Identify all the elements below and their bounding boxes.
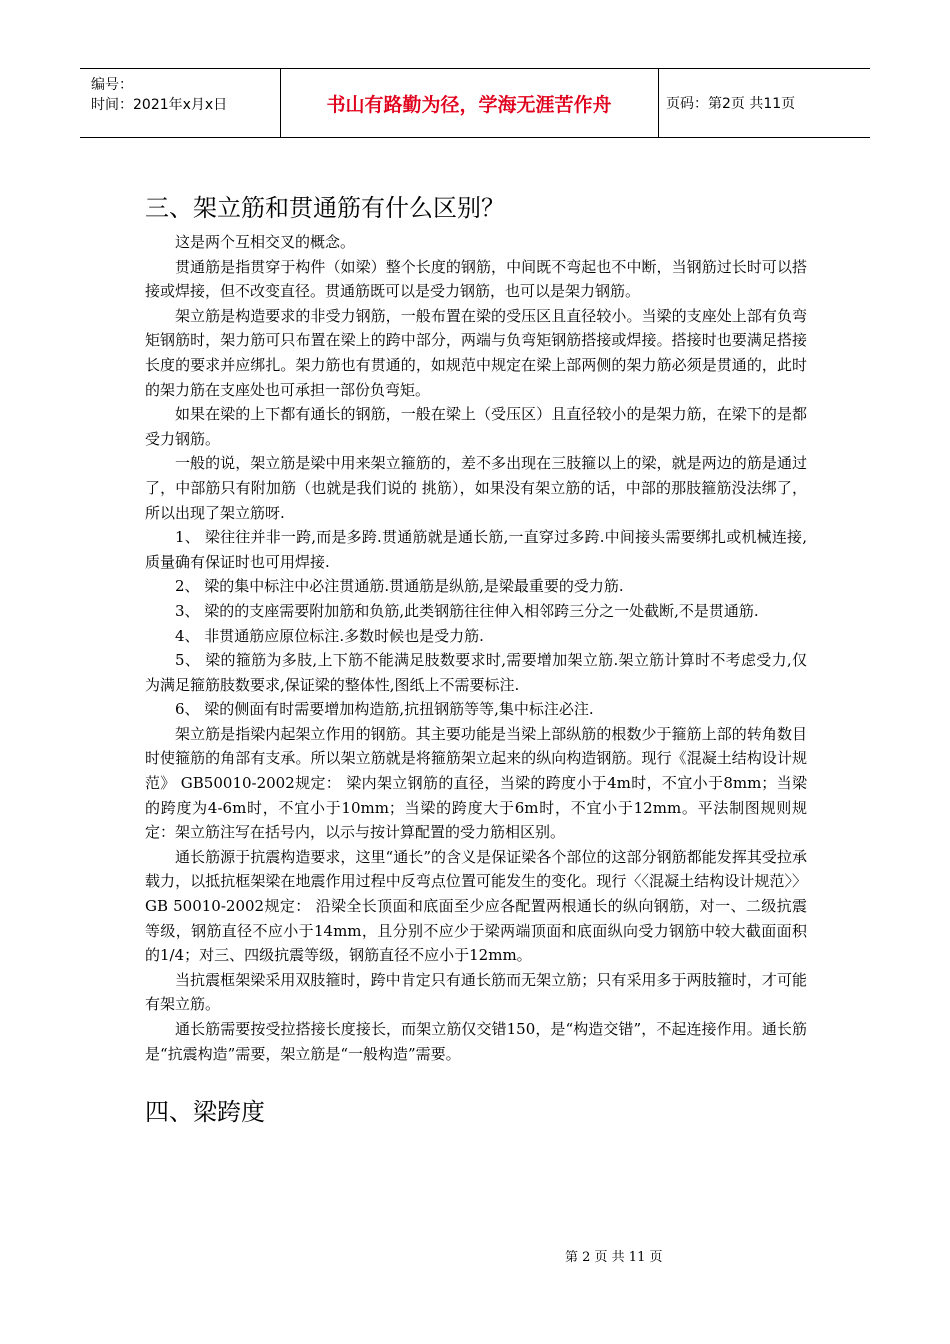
header-motto: 书山有路勤为径，学海无涯苦作舟 [326,93,612,116]
header-page-cell [658,69,870,137]
section-3-heading: 三、架立筋和贯通筋有什么区别？ [145,194,505,222]
list-item: 5、 梁的箍筋为多肢,上下筋不能满足肢数要求时,需要增加架立筋.架立筋计算时不考虑受力,仅为满足箍筋肢数要求,保证梁的整体性,图纸上不需要标注. [145,651,807,694]
document-number-label: 编号： [91,77,133,93]
paragraph: 通长筋源于抗震构造要求，这里“通长”的含义是保证梁各个部位的这部分钢筋都能发挥其受拉承载力，以抵抗框架梁在地震作用过程中反弯点位置可能发生的变化。现行〈〈混凝土结构设计规范〉〉GB 50010-2002规定： 沿梁全长顶面和底面至少应各配置两根通长的纵向钢筋，对一、二级抗震等级，钢筋直径不应小于14mm，且分别不应少于梁两端顶面和底面纵向受力钢筋中较大截面面积的1/4；对三、四级抗震等级，钢筋直径不应小于12mm。 [145,847,807,965]
paragraph: 这是两个互相交叉的概念。 [175,233,356,251]
list-item: 3、 梁的的支座需要附加筋和负筋,此类钢筋往往伸入相邻跨三分之一处截断,不是贯通筋. [175,601,759,620]
paragraph: 架立筋是构造要求的非受力钢筋，一般布置在梁的受压区且直径较小。当梁的支座处上部有负弯矩钢筋时，架力筋可只布置在梁上的跨中部分，两端与负弯矩钢筋搭接或焊接。搭接时也要满足搭接长度的要求并应绑扎。架力筋也有贯通的，如规范中规定在梁上部两侧的架力筋必须是贯通的，此时的架力筋在支座处也可承担一部份负弯矩。 [145,306,807,399]
list-item: 1、 梁往往并非一跨,而是多跨.贯通筋就是通长筋,一直穿过多跨.中间接头需要绑扎或机械连接,质量确有保证时也可用焊接. [145,528,807,571]
paragraph: 贯通筋是指贯穿于构件（如梁）整个长度的钢筋，中间既不弯起也不中断，当钢筋过长时可以搭接或焊接，但不改变直径。贯通筋既可以是受力钢筋，也可以是架力钢筋。 [145,257,807,301]
paragraph: 如果在梁的上下都有通长的钢筋，一般在梁上（受压区）且直径较小的是架力筋，在梁下的是都受力钢筋。 [145,405,807,448]
paragraph: 架立筋是指梁内起架立作用的钢筋。其主要功能是当梁上部纵筋的根数少于箍筋上部的转角数目时使箍筋的角部有支承。所以架立筋就是将箍筋架立起来的纵向构造钢筋。现行《混凝土结构设计规范》 GB50010-2002规定： 梁内架立钢筋的直径，当梁的跨度小于4m时，不宜小于8mm；当梁的跨度为4-6m时，不宜小于10mm；当梁的跨度大于6m时，不宜小于12mm。平法制图规则规定：架立筋注写在括号内，以示与按计算配置的受力筋相区别。 [145,724,807,842]
list-item: 4、 非贯通筋应原位标注.多数时候也是受力筋. [175,626,484,645]
paragraph: 当抗震框架梁采用双肢箍时，跨中肯定只有通长筋而无架立筋；只有采用多于两肢箍时，才可能有架立筋。 [145,970,807,1014]
page-header [80,68,870,138]
header-meta [80,69,281,137]
paragraph: 通长筋需要按受拉搭接长度接长，而架立筋仅交错150，是“构造交错”，不起连接作用。通长筋是“抗震构造”需要，架立筋是“一般构造”需要。 [145,1020,807,1063]
paragraph: 一般的说，架立筋是梁中用来架立箍筋的，差不多出现在三肢箍以上的梁，就是两边的筋是通过了，中部筋只有附加筋（也就是我们说的 挑筋），如果没有架立筋的话，中部的那肢箍筋没法绑了，所以出现了架立筋呀. [145,454,807,522]
document-body [145,188,807,1132]
list-item: 2、 梁的集中标注中必注贯通筋.贯通筋是纵筋,是梁最重要的受力筋. [175,577,624,596]
section-4-heading: 四、梁跨度 [145,1098,265,1127]
document-date: 时间：2021年x月x日 [91,97,228,113]
footer-page-number: 第 2 页 共 11 页 [565,1250,663,1265]
header-page-info: 页码：第2页 共11页 [666,96,796,112]
header-motto-cell [280,69,659,137]
list-item: 6、 梁的侧面有时需要增加构造筋,抗扭钢筋等等,集中标注必注. [175,700,594,719]
